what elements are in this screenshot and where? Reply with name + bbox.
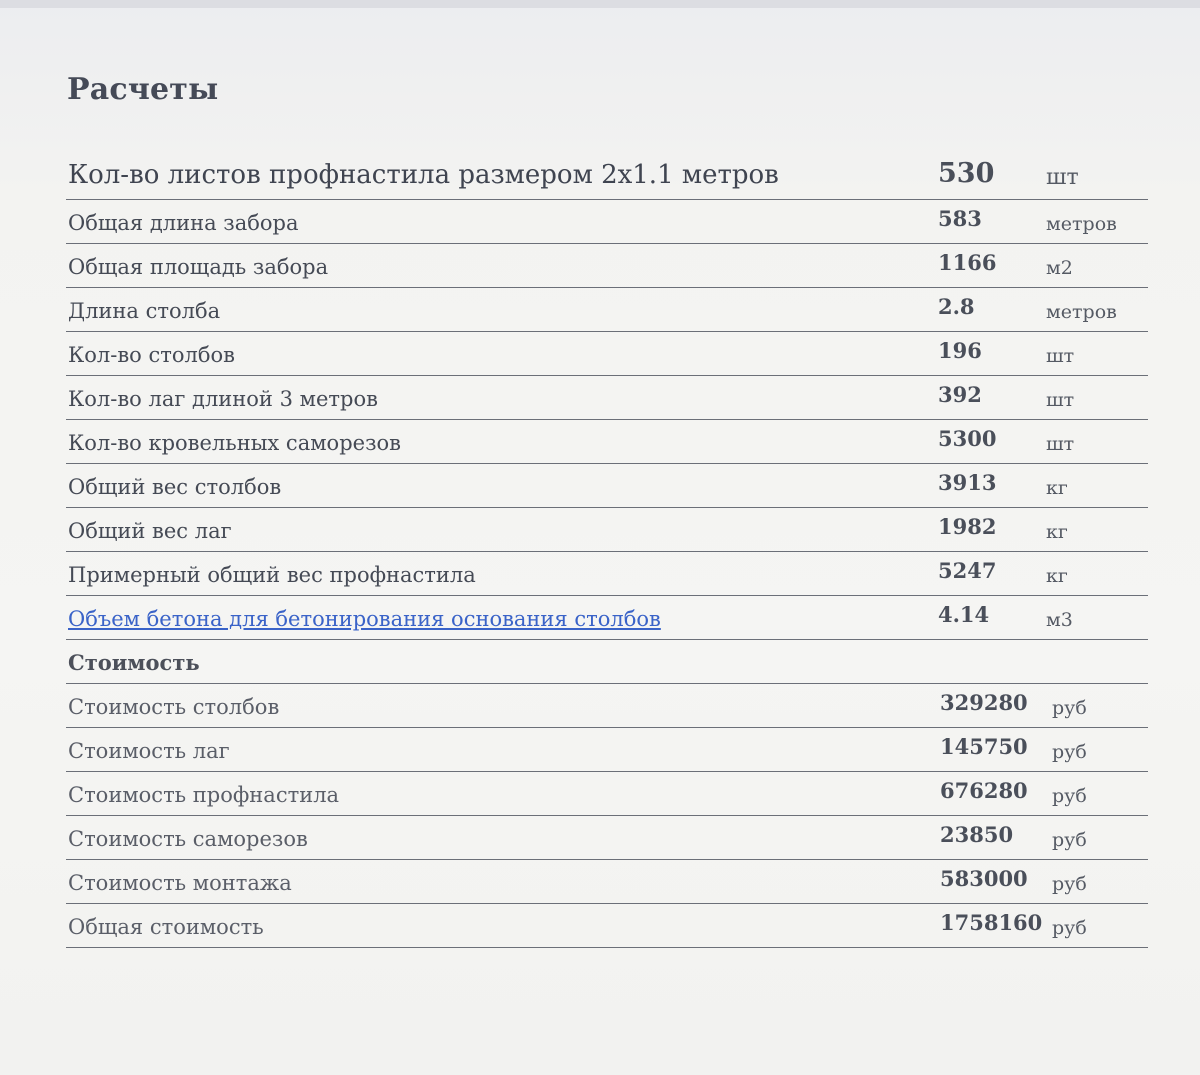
row-unit: руб bbox=[1052, 873, 1087, 895]
row-label: Стоимость столбов bbox=[68, 695, 280, 719]
table-row-screws-cost bbox=[66, 816, 1148, 860]
row-value: 23850 bbox=[940, 822, 1014, 847]
row-value: 329280 bbox=[940, 690, 1028, 715]
table-row-total-cost bbox=[66, 904, 1148, 948]
row-label: Примерный общий вес профнастила bbox=[68, 563, 476, 587]
table-row-concrete-volume bbox=[66, 596, 1148, 640]
row-unit: руб bbox=[1052, 785, 1087, 807]
row-unit: шт bbox=[1046, 389, 1075, 411]
row-value: 196 bbox=[938, 338, 982, 363]
row-label: Кол-во лаг длиной 3 метров bbox=[68, 387, 378, 411]
row-unit: руб bbox=[1052, 697, 1087, 719]
row-label: Общая площадь забора bbox=[68, 255, 329, 279]
table-row-posts-count bbox=[66, 332, 1148, 376]
table-row-fence-area bbox=[66, 244, 1148, 288]
table-row-rails-weight bbox=[66, 508, 1148, 552]
row-label: Стоимость профнастила bbox=[68, 783, 340, 807]
row-unit: кг bbox=[1046, 565, 1068, 587]
row-value: 530 bbox=[938, 158, 995, 189]
row-unit: метров bbox=[1046, 301, 1117, 323]
row-unit: руб bbox=[1052, 741, 1087, 763]
row-value: 392 bbox=[938, 382, 982, 407]
row-value: 583000 bbox=[940, 866, 1028, 891]
row-unit: шт bbox=[1046, 165, 1079, 190]
row-unit: шт bbox=[1046, 345, 1075, 367]
table-row-post-length bbox=[66, 288, 1148, 332]
table-row-fence-length bbox=[66, 200, 1148, 244]
page-title: Расчеты bbox=[67, 72, 219, 107]
row-unit: м2 bbox=[1046, 257, 1073, 279]
row-value: 3913 bbox=[938, 470, 997, 495]
row-unit: руб bbox=[1052, 917, 1087, 939]
row-value: 1166 bbox=[938, 250, 997, 275]
row-value: 1982 bbox=[938, 514, 997, 539]
calculations-table bbox=[66, 152, 1148, 948]
row-label: Стоимость монтажа bbox=[68, 871, 292, 895]
row-unit: шт bbox=[1046, 433, 1075, 455]
table-row-sheets-cost bbox=[66, 772, 1148, 816]
row-value: 2.8 bbox=[938, 294, 975, 319]
row-label: Кол-во листов профнастила размером 2х1.1 метров bbox=[68, 160, 779, 190]
table-row-posts-cost bbox=[66, 684, 1148, 728]
row-value: 4.14 bbox=[938, 602, 990, 627]
row-label: Кол-во столбов bbox=[68, 343, 235, 367]
row-label: Стоимость саморезов bbox=[68, 827, 308, 851]
table-row-installation-cost bbox=[66, 860, 1148, 904]
row-value: 5300 bbox=[938, 426, 997, 451]
table-row-posts-weight bbox=[66, 464, 1148, 508]
row-label: Стоимость лаг bbox=[68, 739, 230, 763]
table-row-rails-cost bbox=[66, 728, 1148, 772]
row-unit: кг bbox=[1046, 521, 1068, 543]
row-label: Кол-во кровельных саморезов bbox=[68, 431, 401, 455]
row-unit: руб bbox=[1052, 829, 1087, 851]
row-label: Длина столба bbox=[68, 299, 221, 323]
row-value: 5247 bbox=[938, 558, 997, 583]
concrete-volume-link[interactable]: Объем бетона для бетонирования основания столбов bbox=[68, 607, 661, 631]
row-unit: метров bbox=[1046, 213, 1117, 235]
row-label: Общая стоимость bbox=[68, 915, 264, 939]
table-row-screws-count bbox=[66, 420, 1148, 464]
cost-section-heading-row bbox=[66, 640, 1148, 684]
row-unit: м3 bbox=[1046, 609, 1073, 631]
row-label: Общая длина забора bbox=[68, 211, 299, 235]
row-value: 145750 bbox=[940, 734, 1028, 759]
row-value: 1758160 bbox=[940, 910, 1043, 935]
row-unit: кг bbox=[1046, 477, 1068, 499]
cost-section-heading: Стоимость bbox=[68, 650, 200, 675]
row-label: Общий вес столбов bbox=[68, 475, 282, 499]
table-row-sheets-weight bbox=[66, 552, 1148, 596]
row-value: 583 bbox=[938, 206, 982, 231]
table-row-sheets-count bbox=[66, 152, 1148, 200]
row-value: 676280 bbox=[940, 778, 1028, 803]
row-label: Общий вес лаг bbox=[68, 519, 232, 543]
table-row-rails-count bbox=[66, 376, 1148, 420]
top-edge-strip bbox=[0, 0, 1200, 8]
